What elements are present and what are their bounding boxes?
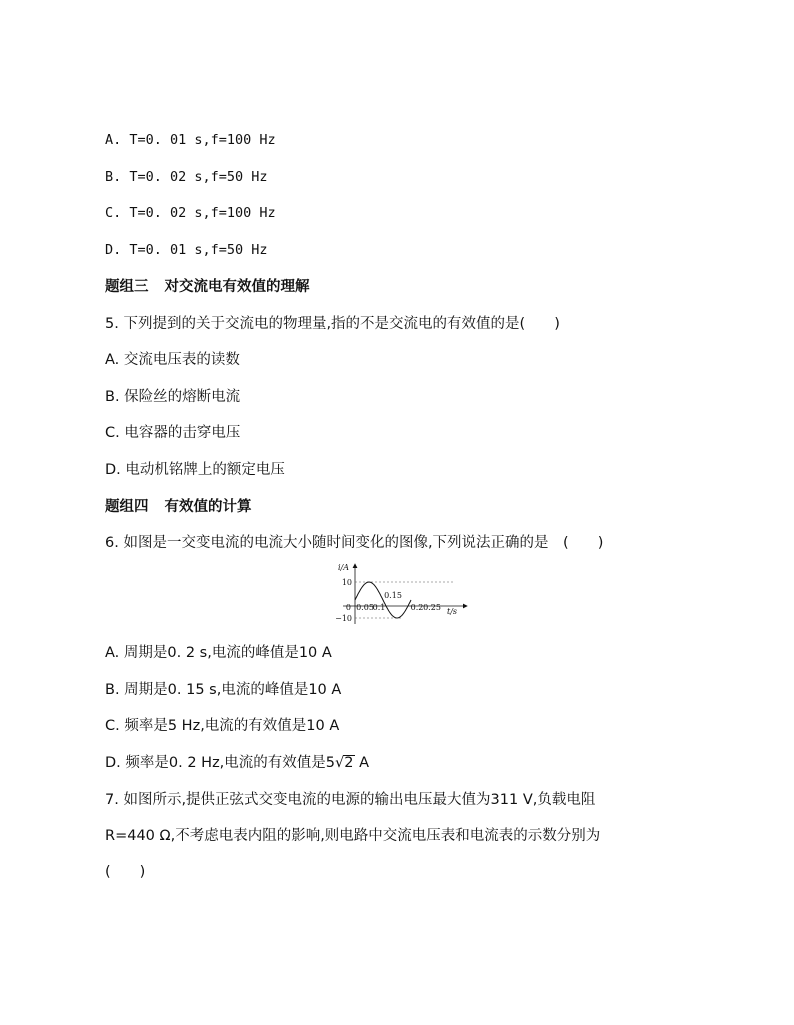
q6-option-d-unit: A [354,755,370,771]
q5-option-d: D. 电动机铭牌上的额定电压 [105,462,285,478]
x-tick-015: 0.15 [384,591,402,600]
group4-label: 题组四 [105,499,149,515]
x-tick-02: 0.2 [410,603,424,612]
x-tick-025: 0.25 [423,603,441,612]
q6-option-a: A. 周期是0. 2 s,电流的峰值是10 A [105,645,332,661]
q4-option-b: B. T=0. 02 s,f=50 Hz [105,169,268,185]
sine-curve [355,582,411,618]
q7-line1: 7. 如图所示,提供正弦式交变电流的电源的输出电压最大值为311 V,负载电阻 [105,792,596,808]
x-tick-01: 0.1 [372,603,386,612]
q6-stem: 6. 如图是一交变电流的电流大小随时间变化的图像,下列说法正确的是 ( ) [105,535,604,551]
graph-svg [335,560,475,630]
group3-title: 对交流电有效值的理解 [164,279,310,295]
x-axis-label: t/s [447,607,458,616]
origin-label: 0 [345,603,351,612]
q7-line2: R=440 Ω,不考虑电表内阻的影响,则电路中交流电压表和电流表的示数分别为 [105,828,601,844]
sqrt-sign: √ [335,755,345,771]
q5-option-a: A. 交流电压表的读数 [105,352,240,368]
q5-stem: 5. 下列提到的关于交流电的物理量,指的不是交流电的有效值的是( ) [105,316,560,332]
q6-option-d [105,753,369,773]
y-tick-neg10: −10 [335,614,352,623]
sqrt-radicand: 2 [344,755,354,771]
y-tick-10: 10 [341,578,352,587]
q7-line3: ( ) [105,864,146,880]
current-time-graph [335,560,475,630]
q6-option-d-text: D. 频率是0. 2 Hz,电流的有效值是5 [105,755,336,771]
group4-title: 有效值的计算 [164,499,252,515]
q6-option-b: B. 周期是0. 15 s,电流的峰值是10 A [105,682,342,698]
q4-option-a: A. T=0. 01 s,f=100 Hz [105,132,276,148]
q4-option-c: C. T=0. 02 s,f=100 Hz [105,205,276,221]
group3-label: 题组三 [105,279,149,295]
y-axis-label: i/A [337,563,349,572]
group3-heading [105,277,310,297]
x-tick-005: 0.05 [356,603,374,612]
q4-option-d: D. T=0. 01 s,f=50 Hz [105,242,268,258]
q5-option-b: B. 保险丝的熔断电流 [105,389,241,405]
q6-option-c: C. 频率是5 Hz,电流的有效值是10 A [105,718,340,734]
group4-heading [105,497,252,517]
q5-option-c: C. 电容器的击穿电压 [105,425,241,441]
